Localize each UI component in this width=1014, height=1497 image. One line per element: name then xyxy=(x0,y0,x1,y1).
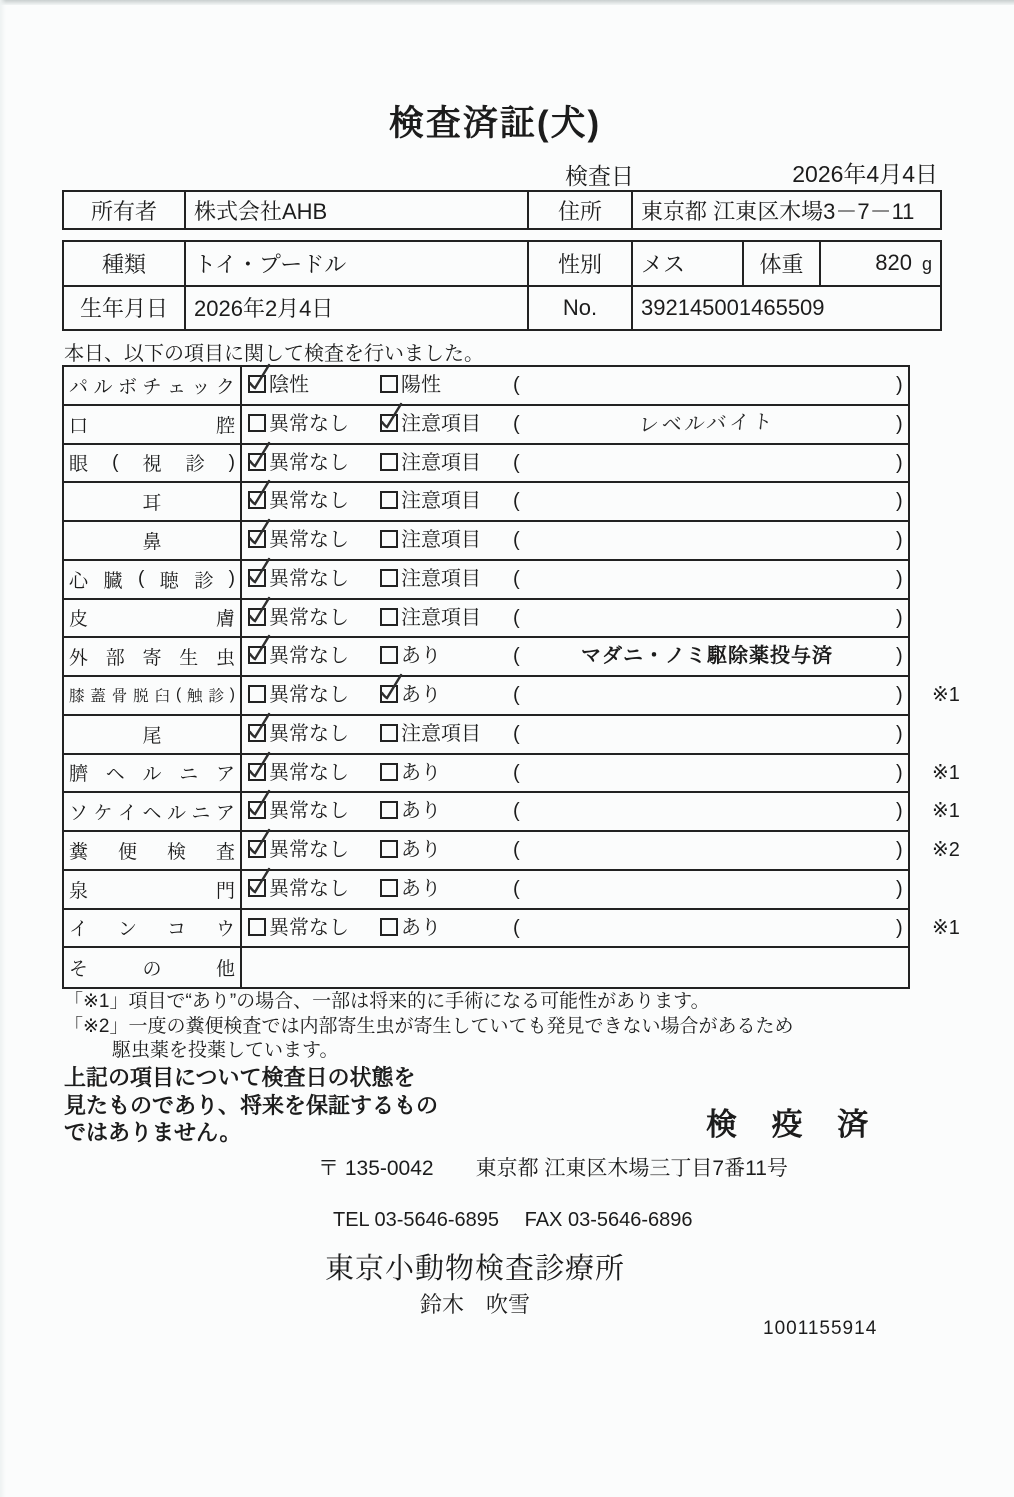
document-code: 1001155914 xyxy=(763,1318,878,1339)
paren-open: ( xyxy=(513,451,520,474)
option2-label: あり xyxy=(401,877,441,900)
checkbox-option2 xyxy=(380,840,398,858)
disclaimer-statement xyxy=(64,1064,438,1147)
veterinarian-name: 鈴木 吹雪 xyxy=(420,1292,531,1317)
checkbox-option1 xyxy=(248,375,266,393)
exam-row-parvo-check xyxy=(64,367,908,406)
remark-mark: ※1 xyxy=(932,684,960,706)
checkbox-option1 xyxy=(248,685,266,703)
option1-label: 異常なし xyxy=(269,529,349,551)
clinic-name: 東京小動物検査診療所 xyxy=(325,1253,626,1285)
exam-row-patellar-luxation xyxy=(64,677,960,716)
footnote-2: 「※2」一度の糞便検査では内部寄生虫が寄生していても発見できない場合があるため xyxy=(64,1016,794,1037)
checkbox-option2 xyxy=(380,801,398,819)
option2-label: 注意項目 xyxy=(401,451,481,474)
option2-label: あり xyxy=(401,761,441,784)
checkbox-option1 xyxy=(248,879,266,897)
handwritten-finding-note: レベルバイト xyxy=(637,410,777,437)
checkbox-option2 xyxy=(380,646,398,664)
option2-label: あり xyxy=(401,684,441,706)
intro-line: 本日、以下の項目に関して検査を行いました。 xyxy=(64,343,484,365)
breed-value: トイ・プードル xyxy=(185,241,528,286)
checkbox-option2 xyxy=(380,569,398,587)
paren-open: ( xyxy=(513,722,520,745)
weight-unit: g xyxy=(921,254,932,275)
clinic-tel-fax: TEL 03-5646-6895 FAX 03-5646-6896 xyxy=(333,1209,693,1231)
option1-label: 異常なし xyxy=(269,412,349,435)
footnote-2-continued: 駆虫薬を投薬しています。 xyxy=(112,1040,339,1061)
option2-label: 注意項目 xyxy=(401,529,481,551)
paren-open: ( xyxy=(513,800,520,823)
exam-row-fecal-exam xyxy=(64,832,960,871)
option1-label: 異常なし xyxy=(269,490,349,513)
exam-item-label: 口 腔 xyxy=(64,406,242,443)
exam-item-label: 膝 蓋 骨 脱 臼 ( 触 診 ) xyxy=(64,677,242,714)
checkbox-option1 xyxy=(248,414,266,432)
option1-label: 異常なし xyxy=(269,761,349,784)
exam-row-umbilical-hernia xyxy=(64,755,960,794)
option1-label: 異常なし xyxy=(269,567,349,590)
checkbox-option2 xyxy=(380,763,398,781)
paren-close: ) xyxy=(896,374,903,396)
paren-close: ) xyxy=(896,451,903,474)
checkbox-option1 xyxy=(248,491,266,509)
paren-close: ) xyxy=(896,722,903,745)
checkbox-option2 xyxy=(380,375,398,393)
checkbox-option2 xyxy=(380,724,398,742)
option2-label: 陽性 xyxy=(401,374,441,396)
exam-item-label: 臍 ヘ ル ニ ア xyxy=(64,755,242,792)
paren-open: ( xyxy=(513,877,520,900)
option1-label: 異常なし xyxy=(269,606,349,629)
dog-info-table xyxy=(62,240,942,331)
exam-row-inguinal-hernia xyxy=(64,793,960,832)
option1-label: 異常なし xyxy=(269,451,349,474)
checkbox-option2 xyxy=(380,530,398,548)
option2-label: あり xyxy=(401,916,441,939)
paren-close: ) xyxy=(896,529,903,551)
checkbox-option1 xyxy=(248,569,266,587)
paren-close: ) xyxy=(896,877,903,900)
address-value: 東京都 江東区木場3－7－11 xyxy=(632,191,941,229)
exam-item-label: そ の 他 xyxy=(64,948,242,987)
paren-close: ) xyxy=(896,839,903,861)
sex-label: 性別 xyxy=(528,241,632,286)
option1-label: 異常なし xyxy=(269,800,349,823)
option1-label: 陰性 xyxy=(269,374,309,396)
option1-label: 異常なし xyxy=(269,684,349,706)
option1-label: 異常なし xyxy=(269,877,349,900)
exam-item-label: 外 部 寄 生 虫 xyxy=(64,638,242,675)
exam-item-label: 泉 門 xyxy=(64,871,242,908)
exam-item-label: ソ ケ イ ヘ ル ニ ア xyxy=(64,793,242,830)
registration-no-value: 392145001465509 xyxy=(632,286,941,331)
checkbox-option2 xyxy=(380,491,398,509)
checkbox-option2 xyxy=(380,453,398,471)
checkbox-option1 xyxy=(248,918,266,936)
document-title: 検査済証(犬) xyxy=(388,104,602,143)
paren-open: ( xyxy=(513,684,520,706)
checkbox-option2 xyxy=(380,879,398,897)
option2-label: 注意項目 xyxy=(401,490,481,513)
checkbox-option1 xyxy=(248,453,266,471)
checkbox-option1 xyxy=(248,530,266,548)
exam-item-label: 皮 膚 xyxy=(64,600,242,637)
option2-label: 注意項目 xyxy=(401,412,481,435)
checkbox-option1 xyxy=(248,646,266,664)
exam-item-label: イ ン コ ウ xyxy=(64,910,242,947)
option1-label: 異常なし xyxy=(269,645,349,668)
exam-row-heart xyxy=(64,561,908,600)
paren-close: ) xyxy=(896,412,903,435)
clinic-postal-address: 〒 135-0042 東京都 江東区木場三丁目7番11号 xyxy=(318,1157,788,1180)
disclaimer-line-2: 見たものであり、将来を保証するもの xyxy=(64,1092,439,1118)
weight-label: 体重 xyxy=(743,241,820,286)
exam-row-nose xyxy=(64,522,908,561)
paren-close: ) xyxy=(896,761,903,784)
option2-label: 注意項目 xyxy=(401,567,481,590)
checkbox-option1 xyxy=(248,840,266,858)
exam-row-tail xyxy=(64,716,908,755)
paren-open: ( xyxy=(513,529,520,551)
option2-label: 注意項目 xyxy=(401,606,481,629)
checkbox-option2 xyxy=(380,608,398,626)
checkbox-option2 xyxy=(380,918,398,936)
weight-number: 820 xyxy=(875,250,912,276)
address-label: 住所 xyxy=(528,191,632,229)
paren-open: ( xyxy=(513,916,520,939)
owner-table xyxy=(62,190,942,230)
paren-open: ( xyxy=(513,412,520,435)
exam-row-skin xyxy=(64,600,908,639)
remark-mark: ※1 xyxy=(932,800,960,823)
checkbox-option1 xyxy=(248,801,266,819)
disclaimer-line-1: 上記の項目について検査日の状態を xyxy=(64,1065,416,1090)
owner-label: 所有者 xyxy=(63,191,185,229)
exam-row-other xyxy=(64,948,908,987)
exam-row-inkou xyxy=(64,910,960,949)
exam-item-label: 耳 xyxy=(64,483,242,520)
option1-label: 異常なし xyxy=(269,839,349,861)
exam-row-eyes xyxy=(64,445,908,484)
remark-mark: ※1 xyxy=(932,761,960,784)
remark-mark: ※1 xyxy=(932,916,960,939)
exam-row-oral-cavity xyxy=(64,406,908,445)
sex-value: メス xyxy=(632,241,743,286)
paren-close: ) xyxy=(896,800,903,823)
remark-mark: ※2 xyxy=(932,839,960,861)
option2-label: あり xyxy=(401,645,441,668)
inspection-date-label: 検査日 xyxy=(565,163,634,189)
exam-item-label: 鼻 xyxy=(64,522,242,559)
quarantine-stamp: 検 疫 済 xyxy=(706,1107,882,1142)
owner-value: 株式会社AHB xyxy=(185,191,528,229)
paren-close: ) xyxy=(896,645,903,668)
paren-close: ) xyxy=(896,606,903,629)
paren-open: ( xyxy=(513,761,520,784)
exam-item-label: パ ル ボ チ ェ ッ ク xyxy=(64,367,242,404)
option1-label: 異常なし xyxy=(269,916,349,939)
paren-open: ( xyxy=(513,567,520,590)
paren-close: ) xyxy=(896,684,903,706)
checkbox-option1 xyxy=(248,608,266,626)
checkbox-option2 xyxy=(380,685,398,703)
option1-label: 異常なし xyxy=(269,722,349,745)
birthdate-value: 2026年2月4日 xyxy=(185,286,528,331)
scan-edge-artifact xyxy=(0,0,1014,5)
inspection-date-value: 2026年4月4日 xyxy=(792,161,938,187)
exam-item-label: 心 臓 ( 聴 診 ) xyxy=(64,561,242,598)
option2-label: 注意項目 xyxy=(401,722,481,745)
paren-close: ) xyxy=(896,916,903,939)
paren-close: ) xyxy=(896,490,903,513)
checkbox-option1 xyxy=(248,763,266,781)
disclaimer-line-3: ではありません。 xyxy=(64,1120,242,1145)
breed-label: 種類 xyxy=(63,241,185,286)
checkbox-option2 xyxy=(380,414,398,432)
option2-label: あり xyxy=(401,839,441,861)
paren-open: ( xyxy=(513,839,520,861)
paren-open: ( xyxy=(513,374,520,396)
finding-note: マダニ・ノミ駆除薬投与済 xyxy=(581,645,833,668)
paren-open: ( xyxy=(513,490,520,513)
footnote-1: 「※1」項目で“あり”の場合、一部は将来的に手術になる可能性があります。 xyxy=(64,991,710,1012)
checkbox-option1 xyxy=(248,724,266,742)
option2-label: あり xyxy=(401,800,441,823)
paren-open: ( xyxy=(513,645,520,668)
paren-close: ) xyxy=(896,567,903,590)
exam-item-label: 糞 便 検 査 xyxy=(64,832,242,869)
exam-row-fontanelle xyxy=(64,871,908,910)
scan-edge-artifact xyxy=(0,0,6,1497)
exam-item-label: 眼 ( 視 診 ) xyxy=(64,445,242,482)
exam-row-external-parasites xyxy=(64,638,908,677)
paren-open: ( xyxy=(513,606,520,629)
exam-row-ears xyxy=(64,483,908,522)
exam-table xyxy=(62,365,960,989)
birthdate-label: 生年月日 xyxy=(63,286,185,331)
registration-no-label: No. xyxy=(528,286,632,331)
exam-item-label: 尾 xyxy=(64,716,242,753)
weight-value xyxy=(820,241,941,286)
